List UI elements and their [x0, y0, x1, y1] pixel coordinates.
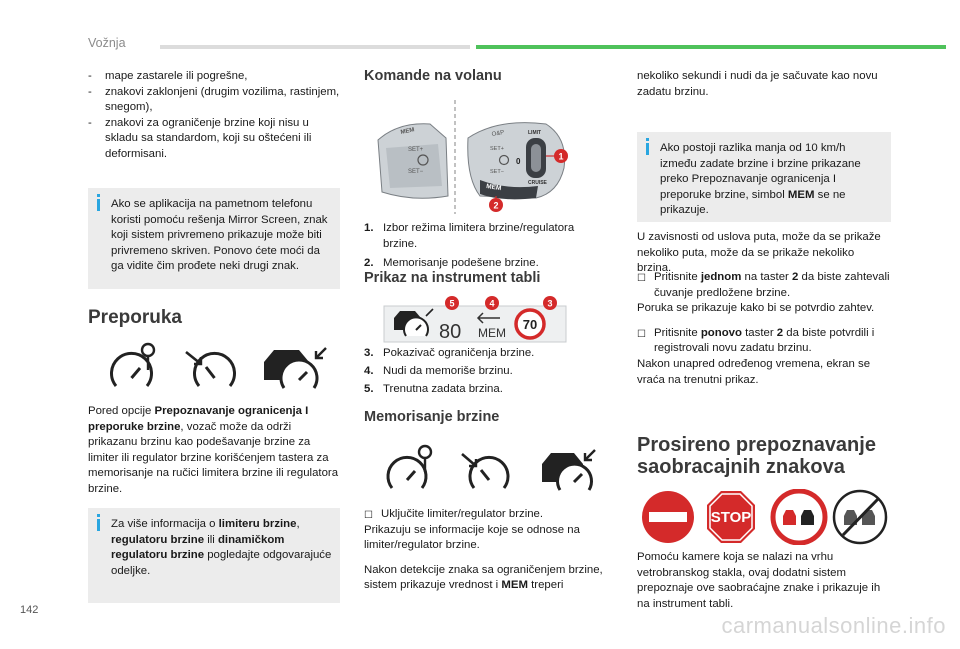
- speed-limit-value: 70: [522, 317, 538, 332]
- stop-label: STOP: [710, 509, 752, 526]
- paragraph: U zavisnosti od uslova puta, može da se prikaže nekoliko puta, može da se prikaže nekoliko brzina.: [637, 231, 881, 275]
- text-bold: ponovo: [700, 326, 742, 339]
- text-bold: Prepoznavanje ogranicenja I preporuke brzine: [88, 405, 309, 433]
- info-icon: [97, 199, 100, 211]
- stalk-label: SET−: [408, 169, 424, 175]
- text-run: Pored opcije: [88, 405, 155, 417]
- section-heading-memorisanje: Memorisanje brzine: [364, 409, 500, 425]
- step-item: [364, 507, 609, 523]
- list-item: [364, 221, 604, 252]
- item-number: 1.: [364, 222, 374, 234]
- memorise-text: [364, 507, 609, 594]
- text-run: ili: [204, 533, 218, 546]
- text-run: Nakon detekcije znaka sa ograničenjem brzine, sistem prikazuje vrednost i: [364, 563, 603, 592]
- badge-label: 3: [547, 298, 553, 309]
- stalk-label: SET−: [490, 169, 504, 175]
- text-run: , vozač može da održi prikazanu brzinu kao podešavanje brzine za limiter ili regulator brzine korišćenjem tastera za memorisanje na ručici limitera brzine ili regulatora brzine.: [88, 420, 339, 495]
- stalk-label: SET+: [490, 146, 504, 152]
- text-bold: 2: [776, 326, 784, 339]
- speedometer-pin-icon: [388, 446, 431, 488]
- watermark: carmanualsonline.info: [721, 613, 946, 638]
- item-number: 2.: [364, 257, 374, 270]
- item-number: 4.: [364, 365, 374, 378]
- info-text: Ako se aplikacija na pametnom telefonu koristi pomoću rešenja Mirror Screen, znak koji sistem privremeno prikazuje može biti privremeno skriven. Ponovo ćete moći da ga vidite čim prođete neki drugi znak.: [111, 198, 328, 273]
- item-number: 3.: [364, 347, 374, 359]
- header-rule-grey: [160, 45, 470, 49]
- stalk-label: 0: [516, 157, 521, 166]
- text-run: se ne prikazuje.: [660, 188, 846, 217]
- speedometer-icons-row: [104, 340, 334, 395]
- text-bold: 2: [792, 271, 799, 283]
- step-text: Uključite limiter/regulator brzine.: [381, 508, 544, 520]
- checkbox-bullet-icon: ☐: [637, 328, 646, 340]
- text-run: da biste potvrdili i registrovali novu zadatu brzinu.: [654, 326, 875, 355]
- paragraph: [364, 563, 609, 594]
- current-speed-value: 80: [439, 321, 462, 343]
- stalk-label: CRUISE: [528, 180, 547, 186]
- preporuka-paragraph: [88, 404, 343, 498]
- badge-label: 5: [449, 298, 455, 309]
- mem-label: MEM: [478, 326, 506, 340]
- badge-label: 2: [493, 200, 499, 211]
- section-heading-prosireno: Prosireno prepoznavanje saobracajnih znakova: [637, 434, 876, 478]
- section-heading-prikaz: Prikaz na instrument tabli: [364, 270, 541, 286]
- speedometer-arrow-icon: [462, 454, 508, 488]
- stalk-label: MEM: [485, 183, 502, 193]
- stalk-right: [468, 123, 565, 200]
- text-run: treperi: [527, 579, 564, 592]
- text-run: Pritisnite: [654, 326, 701, 339]
- item-text: Memorisanje podešene brzine.: [383, 257, 539, 270]
- steering-stalk-illustration: [368, 98, 588, 216]
- speedometer-arrow-icon: [186, 352, 235, 386]
- paragraph: Prikazuju se informacije koje se odnose na limiter/regulator brzine.: [364, 523, 580, 552]
- page-number: 142: [20, 604, 39, 616]
- stalk-label: MEM: [400, 127, 416, 136]
- section-heading-preporuka: Preporuka: [88, 307, 182, 328]
- item-number: 5.: [364, 383, 374, 396]
- paragraph: nekoliko sekundi i nudi da je sačuvate kao novu zadatu brzinu.: [637, 70, 878, 98]
- text-bold: regulatoru brzine: [111, 533, 205, 546]
- info-text: [660, 141, 883, 219]
- paragraph: Poruka se prikazuje kako bi se potvrdio zahtev.: [637, 302, 875, 315]
- memorise-icons-row: [384, 442, 599, 497]
- end-no-overtaking-sign-icon: [834, 491, 886, 543]
- list-item: [364, 346, 604, 362]
- stalk-label: O&P: [491, 129, 505, 138]
- instrument-panel-display: [382, 294, 568, 344]
- controls-list: [364, 221, 604, 272]
- car-speedometer-icon: [542, 450, 595, 490]
- item-text: Trenutna zadata brzina.: [383, 383, 503, 396]
- item-text: Nudi da memoriše brzinu.: [383, 365, 513, 378]
- traffic-signs-row: [640, 489, 890, 545]
- step-item: [637, 270, 895, 301]
- car-speedometer-icon: [264, 348, 326, 388]
- stalk-label: SET+: [408, 147, 424, 153]
- chapter-title: Vožnja: [88, 36, 126, 50]
- limitations-list: [88, 69, 343, 163]
- header-rule-green: [476, 45, 946, 49]
- speedometer-pin-icon: [112, 344, 155, 386]
- text-run: ,: [296, 518, 300, 530]
- badge-label: 4: [489, 298, 495, 309]
- text-run: Pritisnite: [654, 271, 701, 283]
- info-box-more-info: [88, 508, 340, 603]
- list-item: - mape zastarele ili pogrešne,: [88, 69, 343, 85]
- stalk-left: [378, 124, 448, 198]
- text-bold: jednom: [700, 271, 742, 283]
- list-item: - znakovi zaklonjeni (drugim vozilima, rastinjem, snegom),: [88, 85, 343, 116]
- stop-sign-icon: [707, 491, 755, 543]
- text-bold: MEM: [501, 579, 528, 592]
- badge-label: 1: [558, 151, 564, 162]
- info-box-mirror-screen: [88, 188, 340, 289]
- info-icon: [97, 519, 100, 531]
- list-item: [364, 364, 604, 380]
- checkbox-bullet-icon: ☐: [637, 273, 646, 284]
- list-item: [364, 382, 604, 398]
- section-heading-komande: Komande na volanu: [364, 68, 502, 84]
- text-run: da biste zahtevali čuvanje predložene brzine.: [654, 271, 890, 299]
- item-text: Izbor režima limitera brzine/regulatora brzine.: [383, 222, 575, 250]
- text-run: Ako postoji razlika manja od 10 km/h između zadate brzine i brzine prikazane preko Prepoznavanje ogranicenja I preporuke brzine, simbol: [660, 142, 861, 201]
- checkbox-bullet-icon: ☐: [364, 510, 373, 521]
- text-run: na taster: [741, 271, 793, 283]
- text-run: Za više informacija o: [111, 518, 219, 530]
- no-entry-sign-icon: [642, 491, 694, 543]
- info-icon: [646, 143, 649, 155]
- stalk-label: LIMIT: [528, 130, 542, 136]
- text-bold: limiteru brzine: [218, 518, 297, 530]
- text-bold: MEM: [787, 188, 815, 201]
- text-run: taster: [741, 326, 777, 339]
- paragraph: Nakon unapred određenog vremena, ekran se vraća na trenutni prikaz.: [637, 357, 871, 386]
- text-run: pogledajte odgovarajuće odeljke.: [111, 549, 332, 577]
- info-text: [111, 517, 332, 579]
- item-text: Pokazivač ograničenja brzine.: [383, 347, 535, 359]
- no-overtaking-sign-icon: [773, 491, 825, 543]
- text-bold: dinamičkom regulatoru brzine: [111, 533, 285, 562]
- paragraph: Pomoću kamere koja se nalazi na vrhu vetrobranskog stakla, ovaj dodatni sistem prepoznaje ove saobraćajne znake i prikazuje ih na instrument tabli.: [637, 551, 881, 610]
- step-item: [637, 326, 895, 357]
- info-box-mem-difference: [637, 132, 891, 222]
- list-item: - znakovi za ograničenje brzine koji nisu u skladu sa standardom, koji su oštećeni ili deformisani.: [88, 116, 343, 163]
- steps: [637, 270, 895, 388]
- display-list: [364, 346, 604, 398]
